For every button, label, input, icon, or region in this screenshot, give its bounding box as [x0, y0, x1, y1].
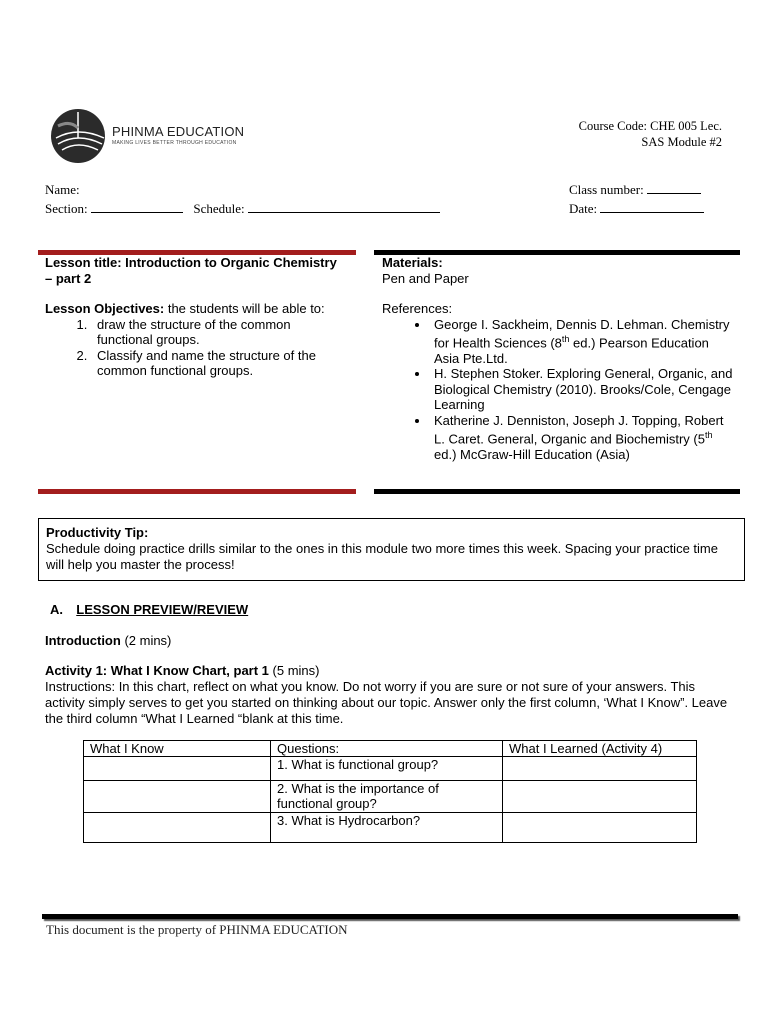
- objectives-list: [45, 317, 345, 379]
- date-blank[interactable]: [600, 200, 704, 213]
- section-a-heading: [50, 602, 248, 617]
- date-label: Date:: [569, 201, 598, 216]
- logo-tagline: MAKING LIVES BETTER THROUGH EDUCATION: [112, 140, 237, 146]
- left-bottom-bar: [38, 489, 356, 494]
- reference-item: • George I. Sackheim, Dennis D. Lehman. Chemistry for Health Sciences (8th ed.) Pearson Education Asia Pte.Ltd.: [430, 317, 734, 367]
- what-i-know-cell[interactable]: [84, 781, 271, 813]
- tip-text: Schedule doing practice drills similar to the ones in this module two more times this week. Spacing your practice time will help you master the process!: [46, 541, 718, 572]
- activity-block: [45, 663, 735, 727]
- what-i-know-table: [83, 740, 697, 843]
- activity-instructions: Instructions: In this chart, reflect on what you know. Do not worry if you are sure or not sure of your answers. This activity simply serves to get you started on thinking about our topic. Answer only the first column, ‘What I Know”. Leave the third column “What I Learned “blank at this time.: [45, 679, 728, 726]
- table-row: [84, 757, 697, 781]
- question-cell: 1. What is functional group?: [271, 757, 503, 781]
- header-questions: Questions:: [271, 741, 503, 757]
- header-what-i-know: What I Know: [84, 741, 271, 757]
- what-i-know-cell[interactable]: [84, 813, 271, 843]
- objectives-label: Lesson Objectives:: [45, 301, 165, 316]
- course-code: Course Code: CHE 005 Lec.: [578, 119, 722, 133]
- materials-column: [382, 255, 734, 463]
- footer-text: This document is the property of PHINMA EDUCATION: [46, 922, 348, 937]
- activity-heading: [45, 663, 735, 679]
- name-field: [45, 181, 80, 199]
- schedule-blank[interactable]: [248, 200, 440, 213]
- class-number-label: Class number:: [569, 182, 644, 197]
- objectives-intro: [45, 301, 345, 317]
- section-label: Section:: [45, 201, 88, 216]
- logo-name: PHINMA EDUCATION: [112, 124, 245, 139]
- what-i-learned-cell[interactable]: [503, 813, 697, 843]
- lesson-title: Lesson title: Introduction to Organic Chemistry – part 2: [45, 255, 337, 286]
- section-title: LESSON PREVIEW/REVIEW: [76, 602, 249, 617]
- schedule-label: Schedule:: [193, 201, 245, 216]
- what-i-learned-cell[interactable]: [503, 757, 697, 781]
- reference-item: • Katherine J. Denniston, Joseph J. Topping, Robert L. Caret. General, Organic and Biochemistry (5th ed.) McGraw-Hill Education (Asia): [430, 413, 734, 463]
- class-number-blank[interactable]: [647, 181, 701, 194]
- tip-label: Productivity Tip:: [46, 525, 149, 540]
- objectives-intro-text: the students will be able to:: [164, 301, 325, 316]
- footer-bar: [42, 914, 738, 919]
- table-row: [84, 781, 697, 813]
- what-i-learned-cell[interactable]: [503, 781, 697, 813]
- section-blank[interactable]: [91, 200, 183, 213]
- references-list: [382, 317, 734, 463]
- objective-item: 2. Classify and name the structure of the common functional groups.: [91, 348, 345, 379]
- table-row: [84, 813, 697, 843]
- section-schedule-row: [45, 200, 440, 218]
- name-label: Name:: [45, 182, 80, 197]
- references-label: References:: [382, 301, 453, 316]
- intro-time: (2 mins): [120, 633, 172, 648]
- section-letter: A.: [50, 602, 63, 617]
- phinma-logo-icon: [50, 108, 106, 164]
- activity-label: Activity 1: What I Know Chart, part 1: [45, 663, 269, 678]
- module-number: SAS Module #2: [641, 135, 722, 149]
- course-info: [579, 118, 722, 150]
- objective-item: 1. draw the structure of the common functional groups.: [91, 317, 345, 348]
- header-what-i-learned: What I Learned (Activity 4): [503, 741, 697, 757]
- materials-label: Materials:: [382, 255, 443, 270]
- lesson-column: [45, 255, 345, 379]
- introduction-line: [45, 633, 171, 649]
- intro-label: Introduction: [45, 633, 121, 648]
- class-number-field: [569, 181, 701, 199]
- question-cell: 2. What is the importance of functional group?: [271, 781, 503, 813]
- materials-value: Pen and Paper: [382, 270, 469, 286]
- what-i-know-cell[interactable]: [84, 757, 271, 781]
- table-header-row: [84, 741, 697, 757]
- phinma-logo: [50, 108, 250, 164]
- date-field: [569, 200, 704, 218]
- activity-time: (5 mins): [268, 663, 320, 678]
- right-bottom-bar: [374, 489, 740, 494]
- productivity-tip-box: [38, 518, 745, 581]
- reference-item: • H. Stephen Stoker. Exploring General, Organic, and Biological Chemistry (2010). Brooks/Cole, Cengage Learning: [430, 366, 734, 413]
- question-cell: 3. What is Hydrocarbon?: [271, 813, 503, 843]
